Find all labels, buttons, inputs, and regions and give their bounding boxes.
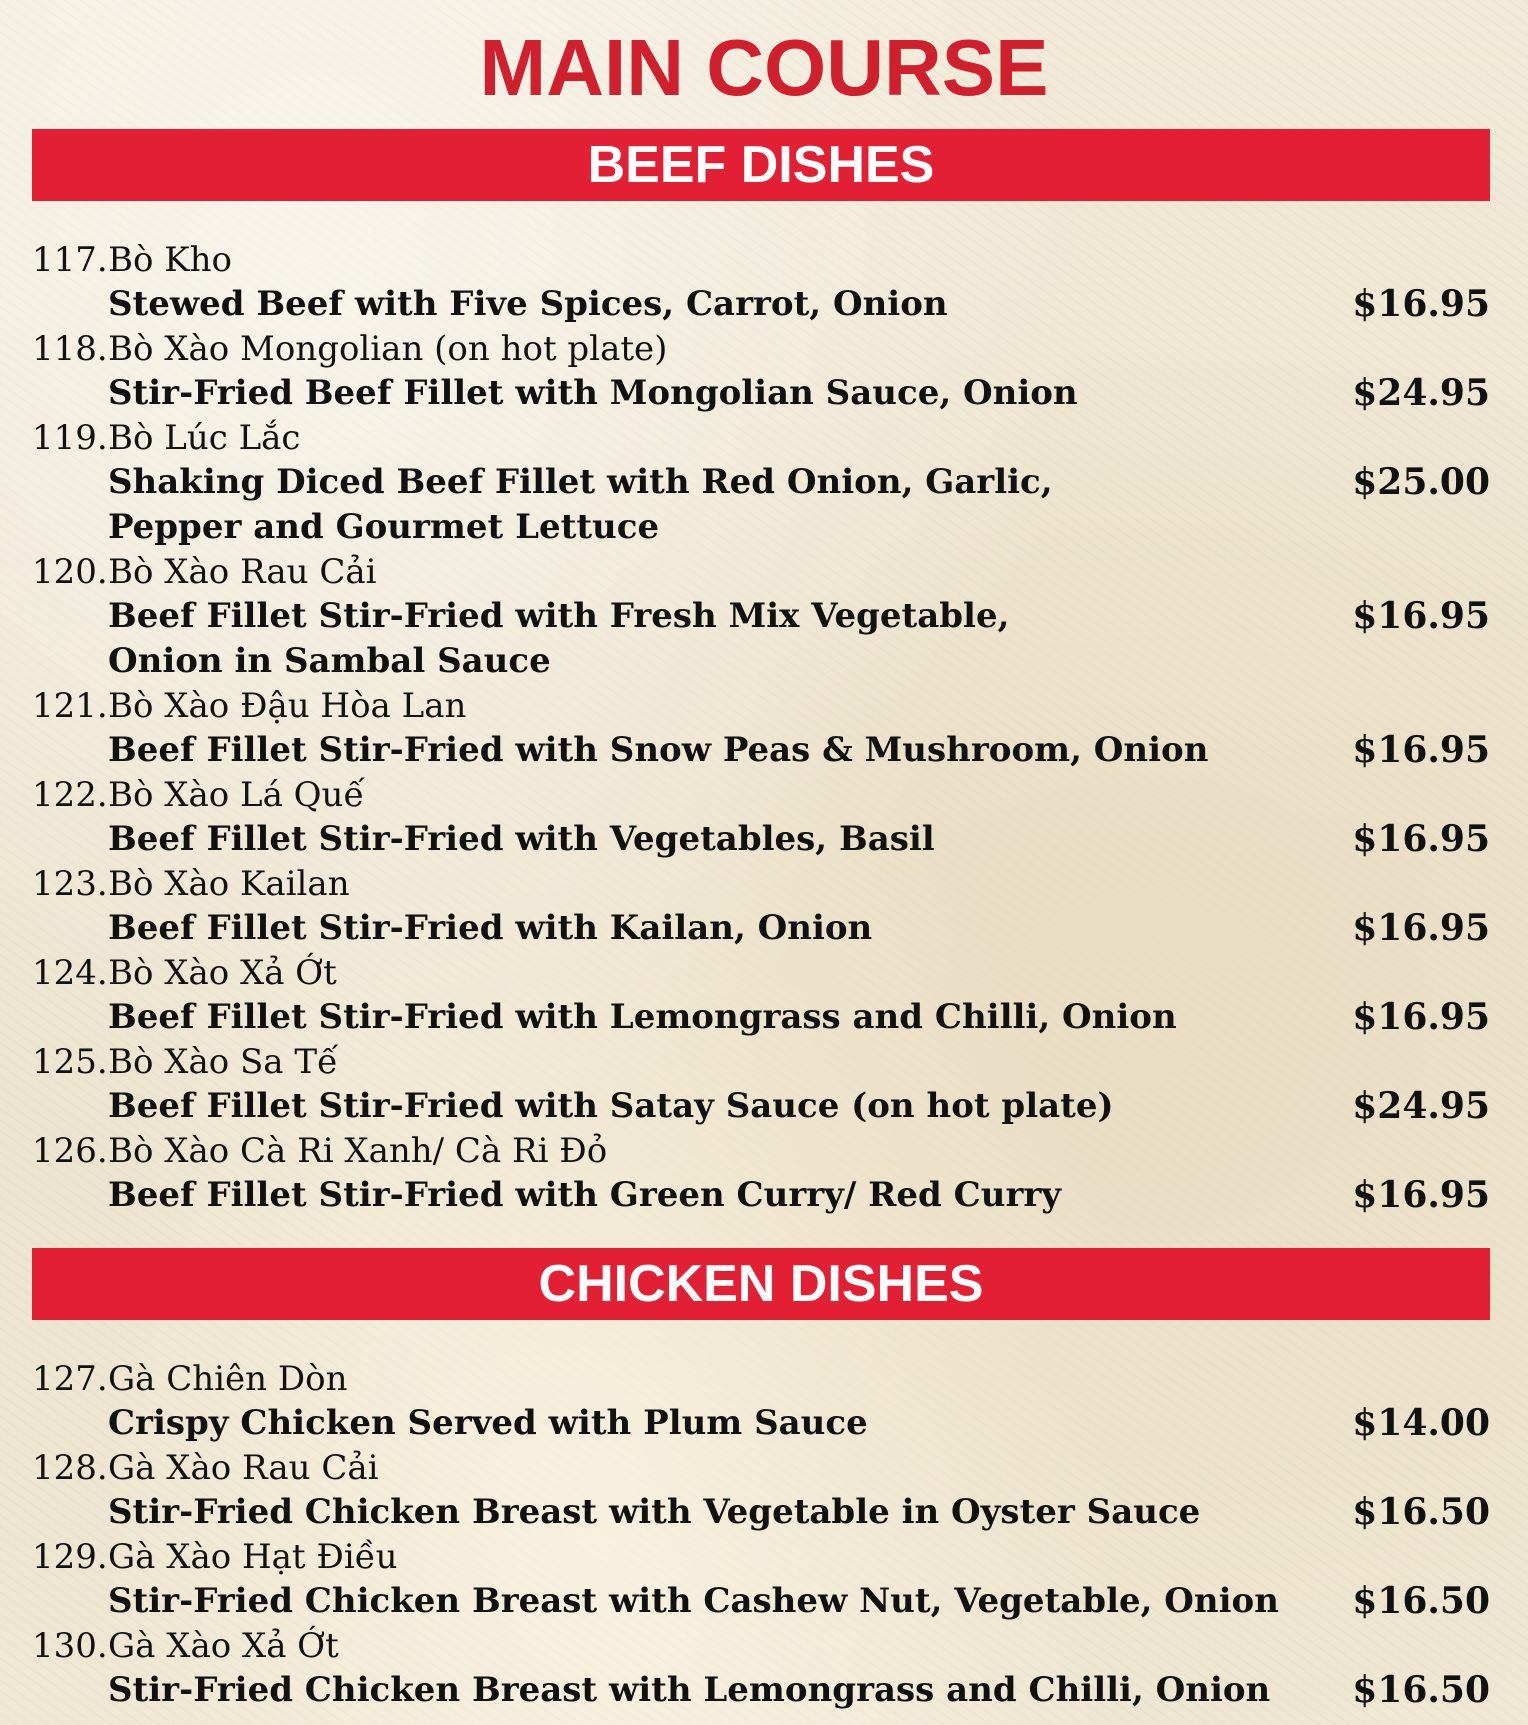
menu-item-description xyxy=(108,1490,1288,1535)
section-heading-beef: BEEF DISHES xyxy=(32,129,1490,201)
menu-item-vietnamese-name: Bò Lúc Lắc xyxy=(108,418,301,458)
menu-item-description-line: Crispy Chicken Served with Plum Sauce xyxy=(108,1403,868,1443)
menu-item-number: 121. xyxy=(32,686,108,726)
menu-item-vietnamese-name: Bò Kho xyxy=(108,240,233,280)
menu-item-header xyxy=(32,1357,1490,1401)
menu-item xyxy=(32,1129,1490,1218)
menu-item xyxy=(32,1446,1490,1535)
menu-item-number: 120. xyxy=(32,552,108,592)
menu-item-price: $16.50 xyxy=(1352,1669,1490,1711)
menu-item-description xyxy=(108,1173,1288,1218)
page-title: MAIN COURSE xyxy=(479,23,1049,112)
menu-item xyxy=(32,416,1490,550)
menu-item-vietnamese-name: Bò Xào Kailan xyxy=(108,864,350,904)
menu-item-price: $24.95 xyxy=(1352,372,1490,414)
menu-item-price: $16.95 xyxy=(1352,907,1490,949)
menu-item-number: 119. xyxy=(32,418,108,458)
menu-item-description-line: Pepper and Gourmet Lettuce xyxy=(108,507,660,547)
menu-item-price: $24.95 xyxy=(1352,1085,1490,1127)
menu-item xyxy=(32,684,1490,773)
dish-list-chicken xyxy=(32,1357,1490,1713)
menu-item-vietnamese-name: Gà Xào Xả Ớt xyxy=(108,1626,339,1666)
menu-item-description-line: Onion in Sambal Sauce xyxy=(108,641,551,681)
section-heading-chicken: CHICKEN DISHES xyxy=(32,1248,1490,1320)
menu-item-header xyxy=(32,238,1490,282)
menu-item-price: $14.00 xyxy=(1352,1402,1490,1444)
menu-item-description-line: Beef Fillet Stir-Fried with Green Curry/ Red Curry xyxy=(108,1175,1062,1215)
menu-item-vietnamese-name: Bò Xào Lá Quế xyxy=(108,775,365,815)
menu-item-description xyxy=(108,995,1288,1040)
menu-item-description-line: Beef Fillet Stir-Fried with Snow Peas & Mushroom, Onion xyxy=(108,730,1209,770)
menu-item-description xyxy=(108,460,1288,550)
menu-item-price: $25.00 xyxy=(1352,461,1490,503)
menu-item-price: $16.95 xyxy=(1352,818,1490,860)
menu-item-number: 129. xyxy=(32,1537,108,1577)
menu-item xyxy=(32,862,1490,951)
menu-item-description xyxy=(108,817,1288,862)
menu-item-description xyxy=(108,371,1288,416)
menu-item xyxy=(32,327,1490,416)
menu-item-description xyxy=(108,1668,1288,1713)
menu-item-number: 128. xyxy=(32,1448,108,1488)
menu-item-number: 126. xyxy=(32,1131,108,1171)
menu-item xyxy=(32,1357,1490,1446)
menu-item-price: $16.50 xyxy=(1352,1491,1490,1533)
menu-item-description xyxy=(108,906,1288,951)
menu-item-price: $16.95 xyxy=(1352,729,1490,771)
menu-item-number: 122. xyxy=(32,775,108,815)
menu-item-description xyxy=(108,1401,1288,1446)
menu-item xyxy=(32,1535,1490,1624)
menu-item-vietnamese-name: Gà Xào Rau Cải xyxy=(108,1448,379,1488)
menu-item-header xyxy=(32,1446,1490,1490)
menu-item-header xyxy=(32,416,1490,460)
menu-item-price: $16.95 xyxy=(1352,283,1490,325)
menu-item-header xyxy=(32,327,1490,371)
menu-item-description-line: Beef Fillet Stir-Fried with Kailan, Onion xyxy=(108,908,873,948)
menu-item-price: $16.95 xyxy=(1352,1174,1490,1216)
menu-item-vietnamese-name: Bò Xào Rau Cải xyxy=(108,552,377,592)
menu-item-number: 117. xyxy=(32,240,108,280)
dish-list-beef xyxy=(32,238,1490,1218)
menu-item xyxy=(32,1040,1490,1129)
menu-item-description-line: Shaking Diced Beef Fillet with Red Onion, Garlic, xyxy=(108,462,1053,502)
menu-item-description xyxy=(108,282,1288,327)
menu-item-number: 125. xyxy=(32,1042,108,1082)
menu-item xyxy=(32,951,1490,1040)
menu-item-description-line: Stir-Fried Chicken Breast with Cashew Nut, Vegetable, Onion xyxy=(108,1581,1279,1621)
menu-item-price: $16.50 xyxy=(1352,1580,1490,1622)
menu-item-vietnamese-name: Gà Xào Hạt Điều xyxy=(108,1537,398,1577)
menu-item-description xyxy=(108,1579,1288,1624)
menu-item-number: 118. xyxy=(32,329,108,369)
menu-item-price: $16.95 xyxy=(1352,595,1490,637)
menu-item-vietnamese-name: Bò Xào Xả Ớt xyxy=(108,953,337,993)
menu-item-vietnamese-name: Bò Xào Cà Ri Xanh/ Cà Ri Đỏ xyxy=(108,1131,608,1171)
menu-item-vietnamese-name: Bò Xào Sa Tế xyxy=(108,1042,338,1082)
menu-item-header xyxy=(32,862,1490,906)
menu-item-description-line: Beef Fillet Stir-Fried with Satay Sauce (on hot plate) xyxy=(108,1086,1114,1126)
menu-item-description xyxy=(108,1084,1288,1129)
menu-item-vietnamese-name: Bò Xào Đậu Hòa Lan xyxy=(108,686,467,726)
menu-item-header xyxy=(32,1040,1490,1084)
menu-item-description-line: Beef Fillet Stir-Fried with Vegetables, Basil xyxy=(108,819,935,859)
menu-item-header xyxy=(32,684,1490,728)
menu-item-description-line: Stir-Fried Beef Fillet with Mongolian Sauce, Onion xyxy=(108,373,1078,413)
menu-item xyxy=(32,550,1490,684)
menu-item-header xyxy=(32,1624,1490,1668)
menu-item-number: 124. xyxy=(32,953,108,993)
menu-item xyxy=(32,238,1490,327)
menu-item-header xyxy=(32,1129,1490,1173)
menu-item-number: 127. xyxy=(32,1359,108,1399)
menu-item-number: 130. xyxy=(32,1626,108,1666)
menu-item-vietnamese-name: Bò Xào Mongolian (on hot plate) xyxy=(108,329,668,369)
menu-item-header xyxy=(32,550,1490,594)
menu-item-description-line: Stir-Fried Chicken Breast with Lemongrass and Chilli, Onion xyxy=(108,1670,1271,1710)
menu-item-number: 123. xyxy=(32,864,108,904)
menu-item-vietnamese-name: Gà Chiên Dòn xyxy=(108,1359,348,1399)
menu-item xyxy=(32,1624,1490,1713)
menu-item-description-line: Beef Fillet Stir-Fried with Fresh Mix Vegetable, xyxy=(108,596,1010,636)
menu-item-description-line: Beef Fillet Stir-Fried with Lemongrass and Chilli, Onion xyxy=(108,997,1177,1037)
menu-item xyxy=(32,773,1490,862)
menu-item-price: $16.95 xyxy=(1352,996,1490,1038)
menu-item-description xyxy=(108,594,1288,684)
menu-item-header xyxy=(32,951,1490,995)
menu-item-description-line: Stewed Beef with Five Spices, Carrot, Onion xyxy=(108,284,948,324)
menu-item-header xyxy=(32,1535,1490,1579)
menu-item-description xyxy=(108,728,1288,773)
menu-item-header xyxy=(32,773,1490,817)
menu-item-description-line: Stir-Fried Chicken Breast with Vegetable in Oyster Sauce xyxy=(108,1492,1201,1532)
